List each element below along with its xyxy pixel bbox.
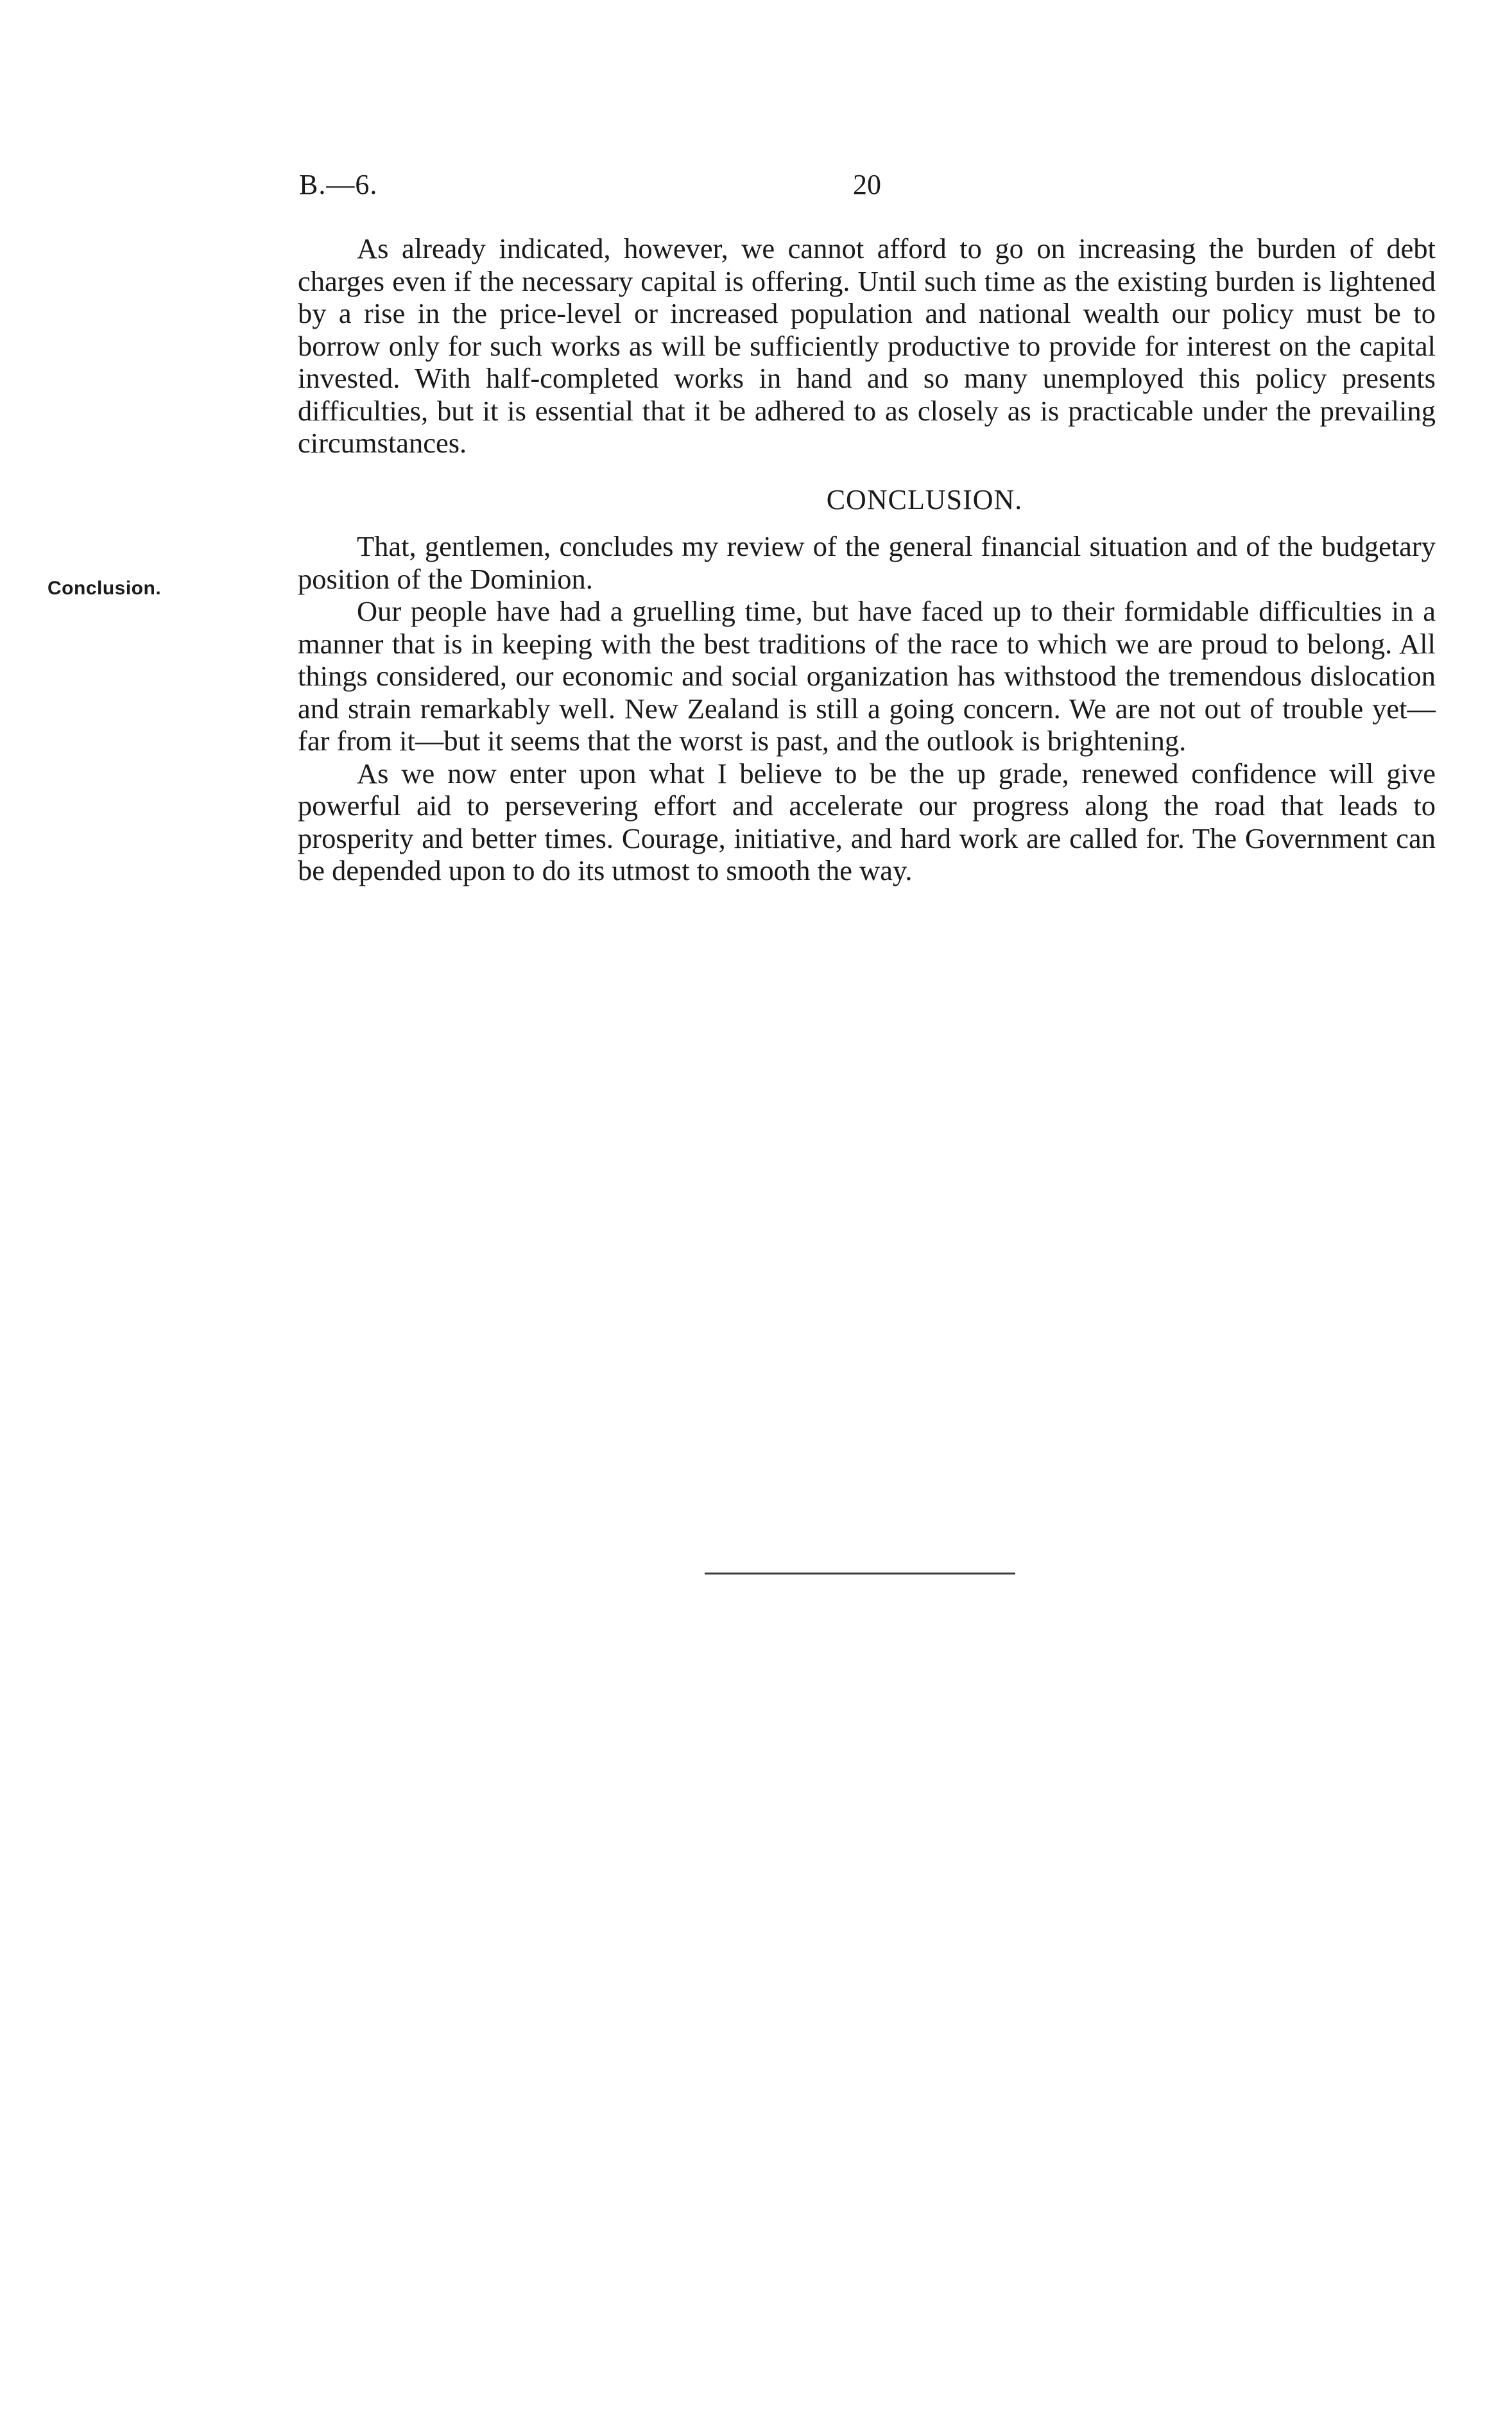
paragraph-up-grade: As we now enter upon what I believe to be the up grade, renewed confidence will give powerful aid to persevering effort and accelerate our progress along the road that leads to prosperity and better times. Courage, initiative, and hard work are called for. The Government can be depended upon to do its utmost to smooth the way. [298, 757, 1436, 886]
document-reference: B.—6. [299, 169, 378, 200]
section-heading-conclusion: CONCLUSION. [826, 483, 1023, 515]
page-number: 20 [853, 169, 881, 200]
document-body [298, 232, 1436, 887]
paragraph-review-concluded: That, gentlemen, concludes my review of the general financial situation and of the budgetary position of the Dominion. [298, 530, 1436, 595]
end-rule-divider [705, 1573, 1015, 1574]
paragraph-gruelling-time: Our people have had a gruelling time, but have faced up to their formidable difficulties in a manner that is in keeping with the best traditions of the race to which we are proud to belong. All things considered, our economic and social organization has withstood the tremendous dislocation and strain remarkably well. New Zealand is still a going concern. We are not out of trouble yet—far from it—but it seems that the worst is past, and the outlook is brightening. [298, 595, 1436, 757]
paragraph-borrowing-policy: As already indicated, however, we cannot afford to go on increasing the burden of debt charges even if the necessary capital is offering. Until such time as the existing burden is lightened by a rise in the price-level or increased population and national wealth our policy must be to borrow only for such works as will be sufficiently productive to provide for interest on the capital invested. With half-completed works in hand and so many unemployed this policy presents difficulties, but it is essential that it be adhered to as closely as is practicable under the prevailing circumstances. [298, 232, 1436, 459]
margin-note-conclusion: Conclusion. [47, 578, 162, 599]
page-header [299, 168, 1435, 207]
